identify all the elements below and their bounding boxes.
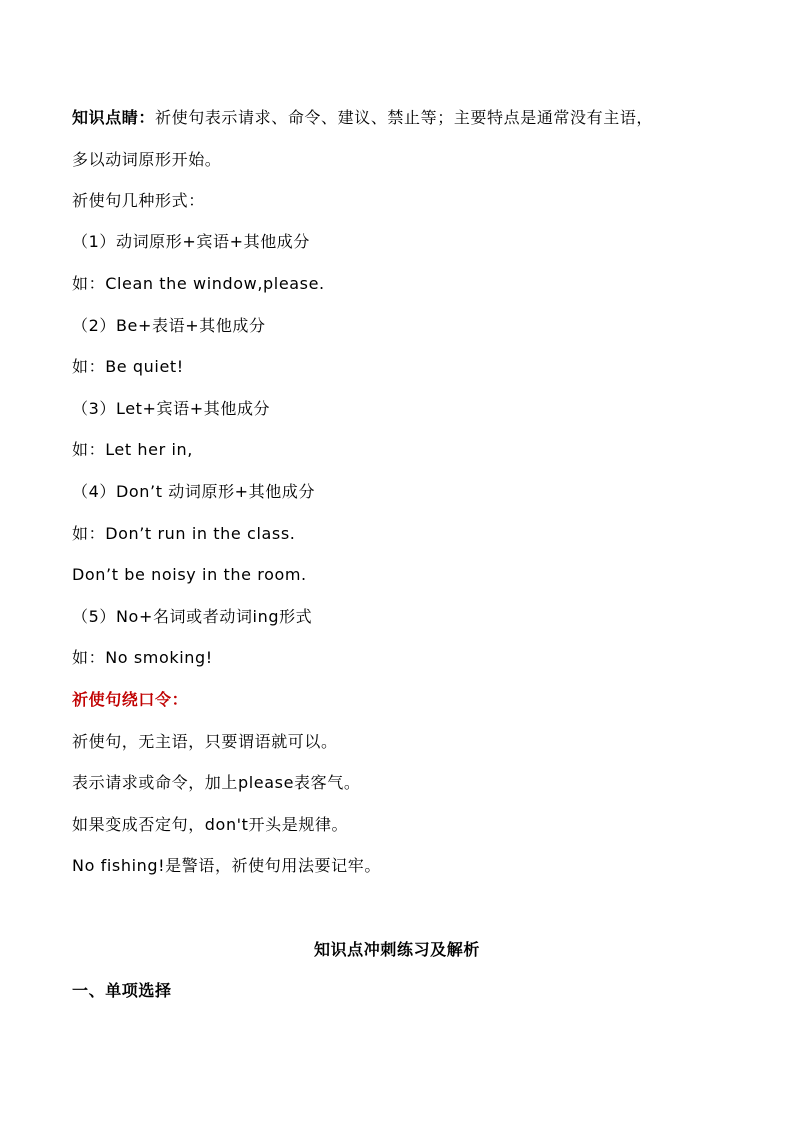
rhyme-title: 祈使句绕口令： xyxy=(72,690,189,709)
form-3-pattern: （3）Let+宾语+其他成分 xyxy=(72,399,271,418)
form-1-pattern: （1）动词原形+宾语+其他成分 xyxy=(72,232,310,251)
knowledge-line-1 xyxy=(72,108,653,128)
rhyme-line-2: 表示请求或命令，加上please表客气。 xyxy=(72,773,361,792)
forms-title: 祈使句几种形式： xyxy=(72,191,205,210)
rhyme-line-3: 如果变成否定句，don't开头是规律。 xyxy=(72,815,349,834)
form-5-pattern: （5）No+名词或者动词ing形式 xyxy=(72,607,313,626)
knowledge-label: 知识点睛： xyxy=(72,108,156,127)
form-2-example: 如：Be quiet! xyxy=(72,357,184,376)
practice-title: 知识点冲刺练习及解析 xyxy=(313,940,480,959)
form-4-example-2: Don’t be noisy in the room. xyxy=(72,565,307,584)
form-2-pattern: （2）Be+表语+其他成分 xyxy=(72,316,266,335)
form-5-example: 如：No smoking! xyxy=(72,648,213,667)
section-title: 一、单项选择 xyxy=(72,981,172,1000)
form-3-example: 如：Let her in, xyxy=(72,440,193,459)
knowledge-text-2: 多以动词原形开始。 xyxy=(72,150,222,169)
rhyme-line-1: 祈使句，无主语，只要谓语就可以。 xyxy=(72,732,338,751)
form-4-example: 如：Don’t run in the class. xyxy=(72,524,296,543)
form-4-pattern: （4）Don’t 动词原形+其他成分 xyxy=(72,482,316,501)
knowledge-text-1: 祈使句表示请求、命令、建议、禁止等；主要特点是通常没有主语， xyxy=(155,108,654,127)
form-1-example: 如：Clean the window,please. xyxy=(72,274,325,293)
rhyme-line-4: No fishing!是警语，祈使句用法要记牢。 xyxy=(72,856,381,875)
